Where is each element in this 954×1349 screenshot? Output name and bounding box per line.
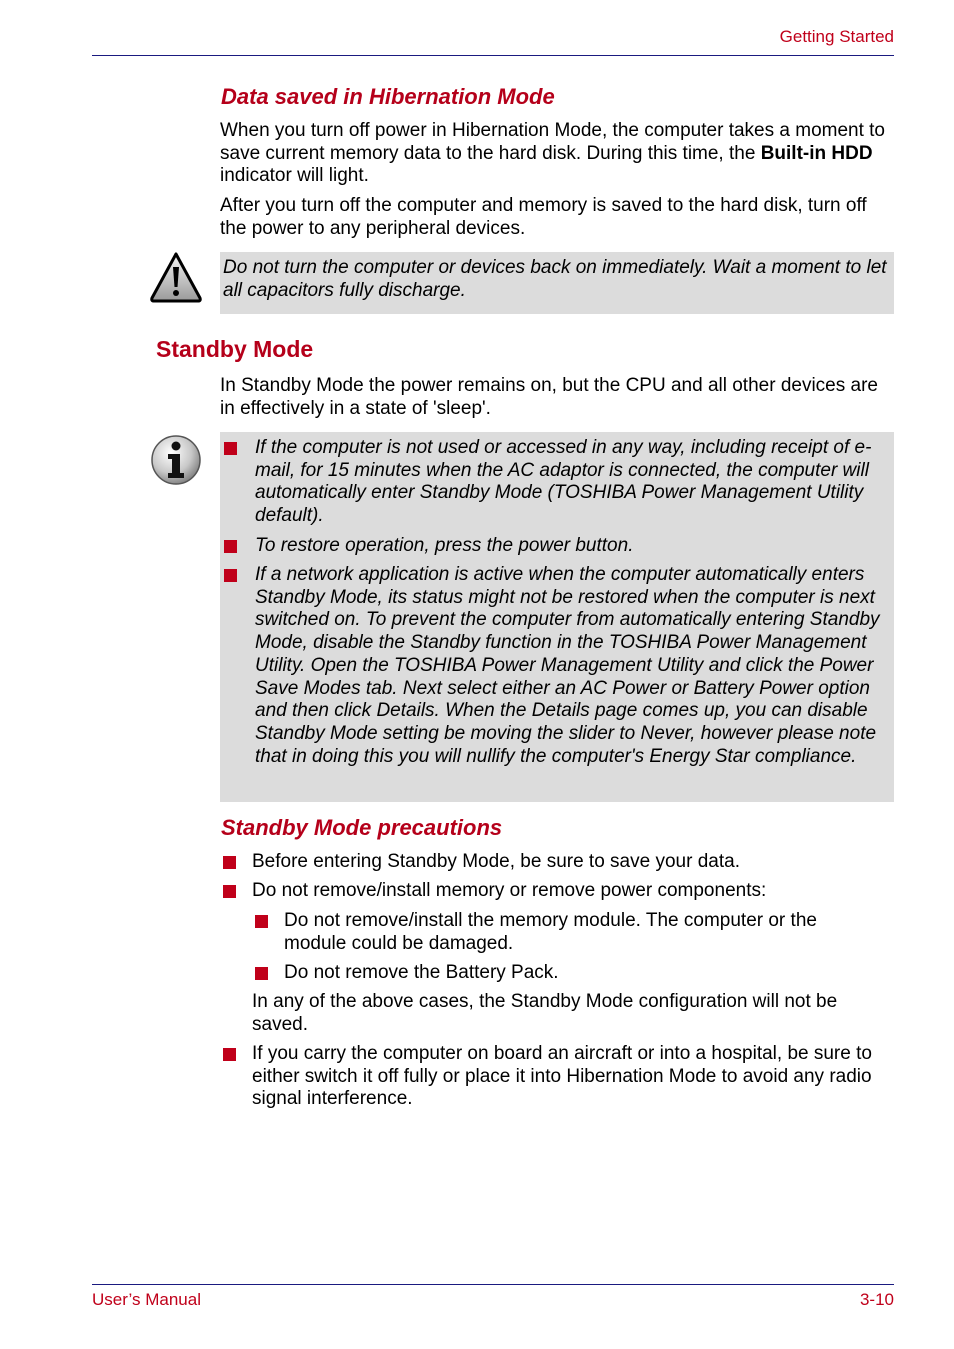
standby-heading: Standby Mode [156, 336, 314, 362]
info-box: If the computer is not used or accessed in any way, including receipt of e-mail, for 15 minutes when the AC adaptor is connected, the computer will automatically enter Standby Mode (TOSHIBA Power Management Utility default). To restore operation, press the power button. If a network application is active when the computer automatically enters Standby Mode, its status might not be restored when the computer is next switched on. To prevent the computer from automatically entering Standby Mode, disable the Standby function in the TOSHIBA Power Management Utility. Open the TOSHIBA Power Management Utility and click the Power Save Modes tab. Next select either an AC Power or Battery Power option and then click Details. When the Details page comes up, you can disable Standby Mode setting be moving the slider to Never, however please note that in doing this you will nullify the computer's Energy Star compliance. [220, 432, 894, 802]
built-in-hdd-label: Built-in HDD [760, 142, 873, 164]
hibernation-heading: Data saved in Hibernation Mode [221, 84, 555, 109]
bullet-square-icon [223, 1048, 236, 1061]
page-number: 3-10 [859, 1290, 894, 1309]
caution-text: Do not turn the computer or devices back on immediately. Wait a moment to let all capacitors fully discharge. [223, 257, 887, 301]
caution-box [220, 252, 894, 314]
precautions-heading: Standby Mode precautions [221, 815, 503, 840]
standby-intro: In Standby Mode the power remains on, but the CPU and all other devices are in effectively in a state of 'sleep'. [220, 375, 878, 419]
info-icon [149, 433, 203, 487]
footer-rule [92, 1284, 894, 1285]
hibernation-para-1: When you turn off power in Hibernation Mode, the computer takes a moment to save current memory data to the hard disk. During this time, the Built-in HDD indicator will light. [220, 120, 885, 187]
header-rule [92, 55, 894, 56]
precautions-note: In any of the above cases, the Standby Mode configuration will not be saved. [252, 991, 838, 1035]
bullet-square-icon [224, 569, 237, 582]
bullet-square-icon [224, 540, 237, 553]
hibernation-para-2: After you turn off the computer and memory is saved to the hard disk, turn off the power to any peripheral devices. [220, 195, 867, 239]
bullet-square-icon [255, 967, 268, 980]
bullet-square-icon [223, 885, 236, 898]
running-header: Getting Started [779, 27, 894, 46]
bullet-square-icon [255, 915, 268, 928]
bullet-square-icon [223, 856, 236, 869]
footer-manual-title: User’s Manual [92, 1290, 201, 1309]
warning-triangle-icon [149, 251, 203, 305]
bullet-square-icon [224, 442, 237, 455]
